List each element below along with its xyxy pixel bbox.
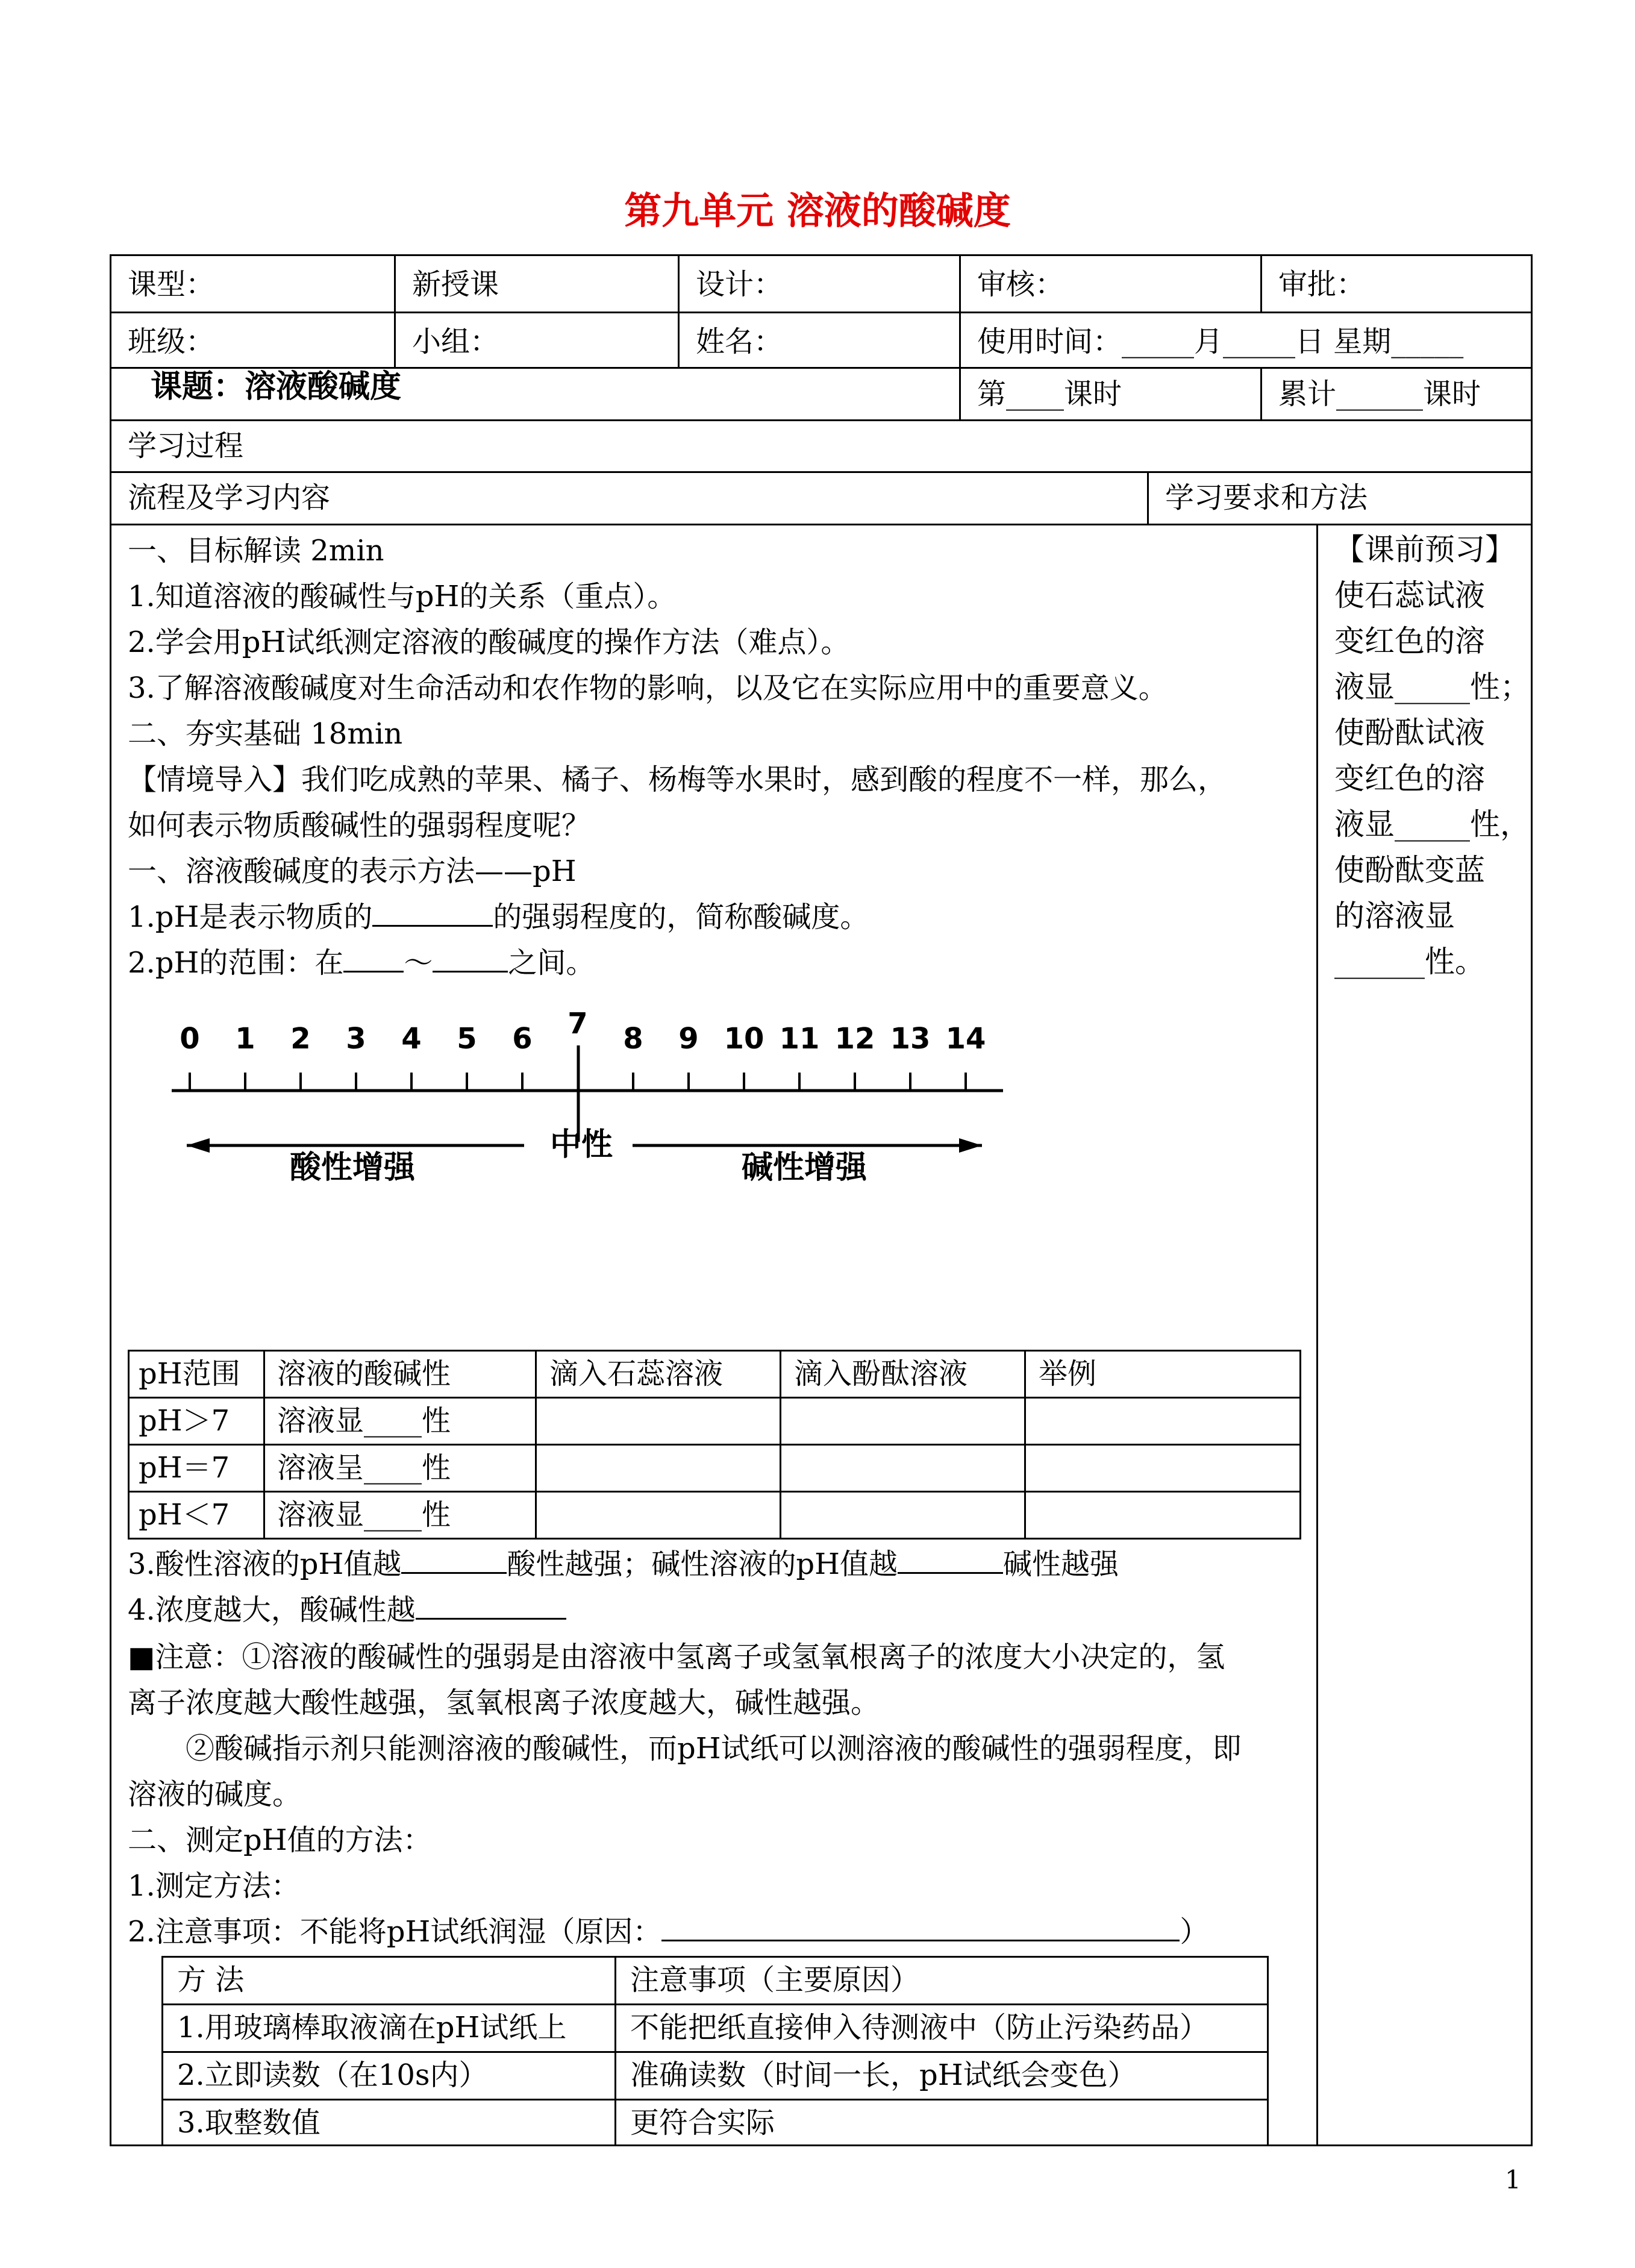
- note-line: 离子浓度越大酸性越强，氢氧根离子浓度越大，碱性越强。: [128, 1686, 880, 1720]
- method-table-header: 注意事项（主要原因）: [630, 1963, 920, 1997]
- page-title: 第九单元 溶液的酸碱度: [624, 189, 1011, 233]
- left-column-header: 流程及学习内容: [128, 481, 331, 515]
- intro-text-line: 【情境导入】我们吃成熟的苹果、橘子、杨梅等水果时，感到酸的程度不一样，那么，: [128, 763, 1227, 797]
- ph-range-start: 2.pH的范围：在: [128, 946, 344, 980]
- method-cell: 1.用玻璃棒取液滴在pH试纸上: [177, 2011, 567, 2044]
- goals-heading: 一、目标解读 2min: [128, 534, 384, 568]
- acid-arrow-head: [187, 1138, 210, 1153]
- header-topic: 课题：溶液酸碱度: [151, 369, 402, 405]
- scale-number-label: 0: [180, 1022, 200, 1056]
- fill-blank[interactable]: [343, 941, 404, 973]
- table-header: 溶液的酸碱性: [277, 1357, 451, 1391]
- ph-definition-start: 1.pH是表示物质的: [128, 900, 373, 934]
- header-approver-label: 审批：: [1278, 268, 1366, 301]
- side-note-line: 的溶液显: [1334, 898, 1455, 933]
- page-number: 1: [1505, 2165, 1521, 2194]
- table-rule: [128, 1350, 1301, 1352]
- ph-table: [128, 1350, 1301, 1538]
- table-col-line: [535, 1350, 537, 1538]
- goal-item: 3.了解溶液酸碱度对生命活动和农作物的影响，以及它在实际应用中的重要意义。: [128, 671, 1168, 705]
- reason-cell: 更符合实际: [630, 2106, 775, 2140]
- columns-divider: [1147, 471, 1149, 524]
- table-cell-nature: 溶液显____性: [277, 1498, 451, 1532]
- scale-number-label: 7: [567, 1007, 588, 1041]
- ph-heading: 一、溶液酸碱度的表示方法——pH: [128, 854, 577, 888]
- scale-number-label: 11: [779, 1022, 820, 1056]
- table-cell-nature: 溶液呈____性: [277, 1451, 451, 1485]
- table-col-line: [128, 1350, 130, 1538]
- measure-precaution: [128, 1909, 1208, 1955]
- fill-blank[interactable]: [401, 1542, 507, 1574]
- note-line: ■注意：①溶液的酸碱性的强弱是由溶液中氢离子或氢氧根离子的浓度大小决定的，氢: [128, 1640, 1225, 1674]
- question-4: [128, 1587, 566, 1633]
- header-course-type-value: 新授课: [412, 268, 499, 301]
- side-note-line: ______性。: [1334, 944, 1485, 979]
- measure-precaution-start: 2.注意事项：不能将pH试纸润湿（原因：: [128, 1915, 662, 1949]
- side-note-line: 使酚酞变蓝: [1334, 853, 1485, 888]
- scale-number-label: 8: [623, 1022, 643, 1056]
- header-total-lessons: 累计______课时: [1278, 377, 1481, 411]
- method-cell: 3.取整数值: [177, 2106, 320, 2140]
- header-date-label: 使用时间：_____月_____日 星期_____: [977, 325, 1464, 359]
- fill-blank[interactable]: [898, 1542, 1003, 1574]
- base-heading: 二、夯实基础 18min: [128, 717, 403, 751]
- table-cell-ph: pH＝7: [139, 1451, 230, 1485]
- header-col-line-4: [1260, 254, 1262, 312]
- header-group-label: 小组：: [412, 325, 499, 359]
- scale-number-label: 13: [890, 1022, 931, 1056]
- header-name-label: 姓名：: [696, 325, 783, 359]
- scale-number-label: 14: [945, 1022, 986, 1056]
- scale-number-label: 5: [457, 1022, 477, 1056]
- side-column-divider: [1316, 524, 1318, 2146]
- section-header: 学习过程: [128, 429, 244, 463]
- measure-precaution-end: ）: [1180, 1915, 1209, 1949]
- table-col-line: [1267, 1956, 1269, 2146]
- table-col-line: [263, 1350, 265, 1538]
- table-col-line: [1299, 1350, 1301, 1538]
- header-col-line-1: [394, 254, 396, 367]
- measure-heading: 二、测定pH值的方法：: [128, 1823, 432, 1857]
- header-course-type-label: 课型：: [128, 268, 215, 301]
- header-class-label: 班级：: [128, 325, 215, 359]
- note-line: 溶液的碱度。: [128, 1778, 302, 1811]
- question-3: [128, 1541, 1119, 1587]
- header-designer-label: 设计：: [696, 268, 783, 301]
- ph-definition: [128, 894, 869, 940]
- header-rule-3: [110, 419, 1533, 421]
- scale-number-label: 6: [512, 1022, 533, 1056]
- header-reviewer-label: 审核：: [977, 268, 1064, 301]
- fill-blank[interactable]: [433, 941, 508, 973]
- table-rule: [161, 1956, 1269, 1958]
- ph-range-tilde: ～: [404, 946, 433, 980]
- table-header: pH范围: [139, 1357, 240, 1391]
- note-line: ②酸碱指示剂只能测溶液的酸碱性，而pH试纸可以测溶液的酸碱性的强弱程度，即: [186, 1732, 1242, 1765]
- scale-number-label: 9: [678, 1022, 699, 1056]
- ph-definition-end: 的强弱程度的，简称酸碱度。: [493, 900, 869, 934]
- table-col-line: [161, 1956, 163, 2146]
- reason-cell: 准确读数（时间一长，pH试纸会变色）: [630, 2058, 1137, 2092]
- scale-number-label: 4: [401, 1022, 422, 1056]
- table-cell-ph: pH＞7: [139, 1404, 230, 1438]
- table-rule: [128, 1444, 1301, 1446]
- table-header: 滴入酚酞溶液: [794, 1357, 968, 1391]
- acid-label: 酸性增强: [289, 1150, 416, 1186]
- table-rule: [128, 1491, 1301, 1493]
- fill-blank[interactable]: [372, 895, 493, 927]
- table-header: 滴入石蕊溶液: [549, 1357, 724, 1391]
- base-arrow-head: [959, 1138, 982, 1153]
- table-rule: [161, 2099, 1269, 2100]
- neutral-label: 中性: [549, 1127, 613, 1163]
- header-col-line-2: [678, 254, 680, 367]
- ph-range: [128, 940, 595, 986]
- table-col-line: [780, 1350, 781, 1538]
- table-rule: [128, 1397, 1301, 1399]
- question-3-end: 碱性越强: [1002, 1547, 1119, 1581]
- scale-number-label: 10: [724, 1022, 764, 1056]
- ph-range-end: 之间。: [508, 946, 595, 980]
- table-col-line: [614, 1956, 616, 2146]
- side-note-line: 变红色的溶: [1334, 624, 1485, 659]
- header-rule-5: [110, 524, 1533, 525]
- table-rule: [128, 1538, 1301, 1540]
- side-note-heading: 【课前预习】: [1334, 532, 1515, 567]
- question-3-middle: 酸性越强；碱性溶液的pH值越: [507, 1547, 898, 1581]
- scale-number-label: 3: [346, 1022, 366, 1056]
- fill-blank[interactable]: [661, 1909, 1180, 1941]
- method-cell: 2.立即读数（在10s内）: [177, 2058, 488, 2092]
- header-rule-1: [110, 312, 1533, 313]
- table-cell-ph: pH＜7: [139, 1498, 230, 1532]
- scale-number-label: 2: [290, 1022, 311, 1056]
- table-rule: [161, 2051, 1269, 2053]
- scale-number-label: 1: [235, 1022, 255, 1056]
- table-rule: [161, 2003, 1269, 2005]
- ph-scale-figure: [163, 997, 1018, 1202]
- table-cell-nature: 溶液显____性: [277, 1404, 451, 1438]
- side-note-line: 变红色的溶: [1334, 761, 1485, 796]
- side-note-line: 使石蕊试液: [1334, 578, 1485, 613]
- method-table-header: 方 法: [177, 1963, 245, 1997]
- goal-item: 2.学会用pH试纸测定溶液的酸碱度的操作方法（难点）。: [128, 625, 850, 659]
- header-rule-4: [110, 471, 1533, 473]
- side-note-line: 使酚酞试液: [1334, 715, 1485, 750]
- header-col-line-5: [1260, 367, 1262, 419]
- intro-text-line: 如何表示物质酸碱性的强弱程度呢？: [128, 809, 591, 842]
- reason-cell: 不能把纸直接伸入待测液中（防止污染药品）: [630, 2011, 1209, 2044]
- base-label: 碱性增强: [741, 1150, 868, 1186]
- table-header: 举例: [1039, 1357, 1097, 1391]
- side-note-line: 液显_____性，: [1334, 807, 1530, 842]
- scale-number-label: 12: [834, 1022, 875, 1056]
- header-lesson-number: 第____课时: [977, 377, 1122, 411]
- fill-blank[interactable]: [416, 1588, 566, 1620]
- right-column-header: 学习要求和方法: [1165, 481, 1368, 515]
- table-col-line: [1024, 1350, 1026, 1538]
- method-table: [161, 1956, 1269, 2146]
- side-note-line: 液显_____性；: [1334, 669, 1530, 704]
- question-4-start: 4.浓度越大，酸碱性越: [128, 1593, 416, 1627]
- question-3-start: 3.酸性溶液的pH值越: [128, 1547, 402, 1581]
- goal-item: 1.知道溶液的酸碱性与pH的关系（重点）。: [128, 580, 677, 613]
- measure-step: 1.测定方法：: [128, 1869, 300, 1903]
- header-col-line-3: [959, 254, 961, 419]
